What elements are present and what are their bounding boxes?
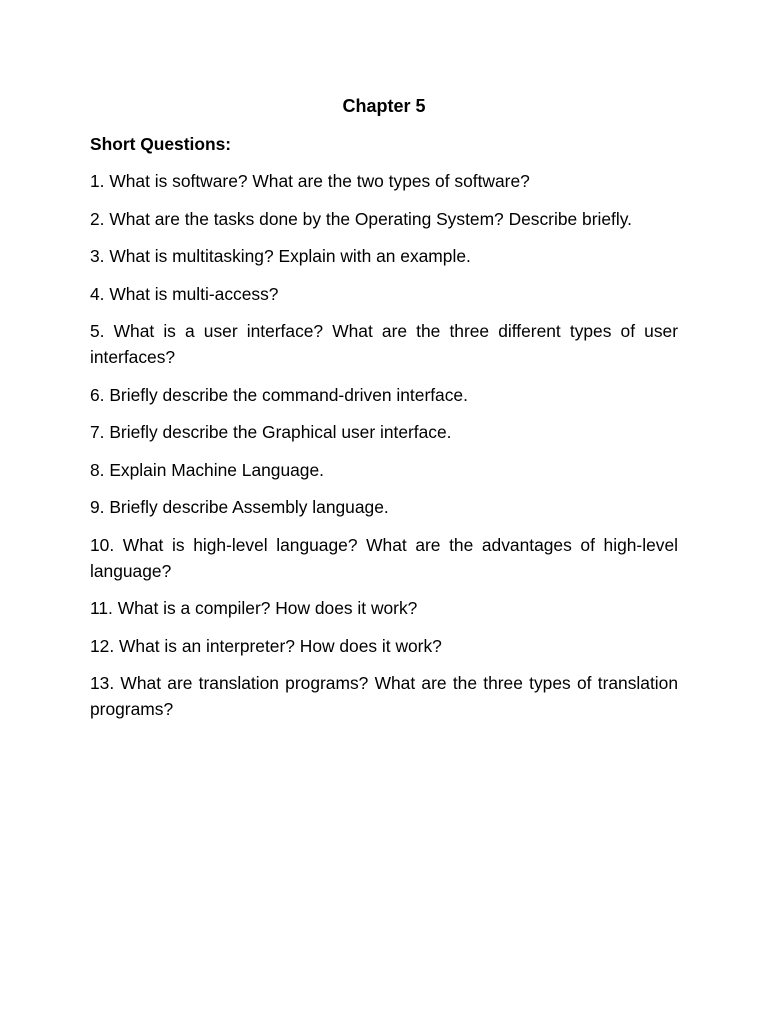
question-item: 9. Briefly describe Assembly language. xyxy=(90,497,389,517)
question-item: 7. Briefly describe the Graphical user interface. xyxy=(90,422,452,442)
question-item: 13. What are translation programs? What are the three types of translation programs? xyxy=(90,673,678,719)
document-body xyxy=(90,131,678,734)
question-item: 12. What is an interpreter? How does it work? xyxy=(90,635,442,656)
chapter-title: Chapter 5 xyxy=(342,96,426,116)
question-item: 6. Briefly describe the command-driven interface. xyxy=(90,384,468,405)
question-list xyxy=(90,168,678,722)
question-item: 5. What is a user interface? What are the three different types of user interfaces? xyxy=(90,321,678,367)
question-item: 3. What is multitasking? Explain with an example. xyxy=(90,246,471,266)
question-item: 8. Explain Machine Language. xyxy=(90,459,324,480)
question-item: 4. What is multi-access? xyxy=(90,283,279,304)
question-item: 1. What is software? What are the two types of software? xyxy=(90,171,530,191)
section-heading: Short Questions: xyxy=(90,134,232,154)
question-item: 2. What are the tasks done by the Operating System? Describe briefly. xyxy=(90,208,632,229)
question-item: 10. What is high-level language? What are the advantages of high-level language? xyxy=(90,534,678,581)
question-item: 11. What is a compiler? How does it work? xyxy=(90,598,418,618)
